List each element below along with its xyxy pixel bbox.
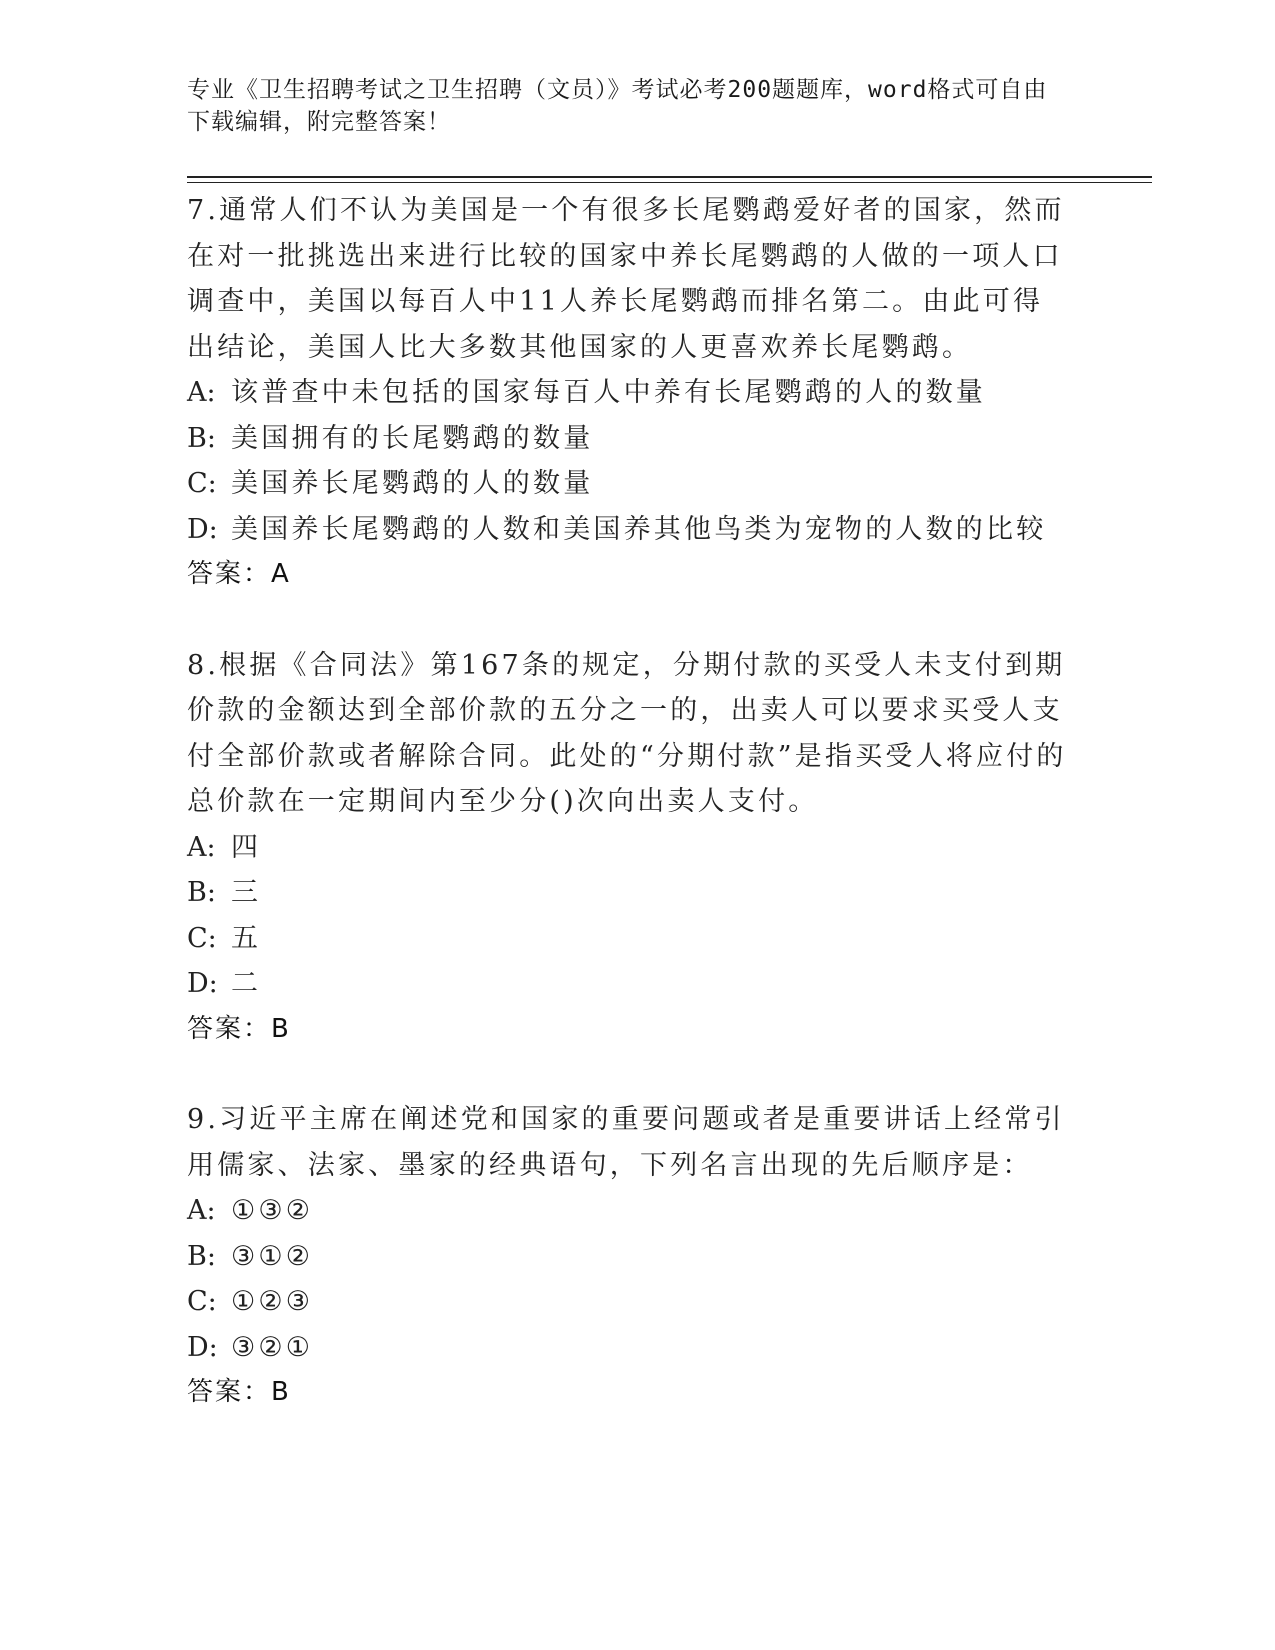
header-divider-thin	[187, 182, 1152, 183]
option-text: ①③②	[231, 1195, 314, 1226]
option-key: C:	[187, 1286, 217, 1317]
question-9	[187, 1097, 1067, 1416]
answer-line: 答案：B	[187, 1013, 291, 1044]
option-key: B:	[187, 422, 216, 454]
document-header	[187, 74, 1067, 138]
question-7	[187, 188, 1067, 598]
question-stem: 7.通常人们不认为美国是一个有很多长尾鹦鹉爱好者的国家，然而在对一批挑选出来进行比较的国家中养长尾鹦鹉的人做的一项人口调查中，美国以每百人中11人养长尾鹦鹉而排名第二。由此可得出结论，美国人比大多数其他国家的人更喜欢养长尾鹦鹉。	[187, 195, 1065, 363]
option-a	[187, 370, 1067, 416]
spacer	[187, 1052, 1067, 1097]
option-b	[187, 416, 1067, 462]
spacer	[187, 598, 1067, 643]
option-d	[187, 1325, 1067, 1371]
option-text: 三	[231, 877, 262, 908]
question-stem: 9.习近平主席在阐述党和国家的重要问题或者是重要讲话上经常引用儒家、法家、墨家的经典语句，下列名言出现的先后顺序是：	[187, 1104, 1065, 1181]
option-key: C:	[187, 468, 217, 499]
option-d	[187, 961, 1067, 1007]
option-b	[187, 1234, 1067, 1280]
option-text: ③②①	[231, 1331, 314, 1363]
option-key: B:	[187, 877, 216, 908]
option-key: D:	[187, 513, 218, 545]
option-a	[187, 1188, 1067, 1234]
option-b	[187, 870, 1067, 916]
question-list	[187, 188, 1067, 1416]
option-key: D:	[187, 968, 218, 999]
option-key: C:	[187, 922, 217, 954]
option-text: 该普查中未包括的国家每百人中养有长尾鹦鹉的人的数量	[231, 377, 986, 408]
option-text: 美国养长尾鹦鹉的人的数量	[231, 468, 594, 499]
option-c	[187, 461, 1067, 507]
option-key: B:	[187, 1240, 216, 1272]
option-key: A:	[187, 377, 216, 408]
option-a	[187, 825, 1067, 871]
option-d	[187, 507, 1067, 553]
header-divider-thick	[187, 176, 1152, 178]
question-stem: 8.根据《合同法》第167条的规定，分期付款的买受人未支付到期价款的金额达到全部价款的五分之一的，出卖人可以要求买受人支付全部价款或者解除合同。此处的“分期付款”是指买受人将应付的总价款在一定期间内至少分()次向出卖人支付。	[187, 649, 1067, 817]
option-key: A:	[187, 831, 216, 863]
option-text: 美国拥有的长尾鹦鹉的数量	[231, 422, 594, 454]
answer-line: 答案：A	[187, 559, 291, 589]
header-title: 专业《卫生招聘考试之卫生招聘（文员）》考试必考200题题库，word格式可自由下载编辑，附完整答案！	[187, 77, 1048, 135]
option-text: ③①②	[231, 1240, 314, 1272]
option-key: A:	[187, 1195, 216, 1226]
option-key: D:	[187, 1331, 218, 1363]
answer-line: 答案：B	[187, 1377, 291, 1407]
option-text: 美国养长尾鹦鹉的人数和美国养其他鸟类为宠物的人数的比较	[231, 513, 1047, 545]
option-text: 四	[231, 831, 262, 863]
option-c	[187, 916, 1067, 962]
option-text: 二	[231, 968, 262, 999]
option-c	[187, 1279, 1067, 1325]
question-8	[187, 643, 1067, 1053]
option-text: ①②③	[231, 1286, 314, 1317]
option-text: 五	[231, 922, 262, 954]
